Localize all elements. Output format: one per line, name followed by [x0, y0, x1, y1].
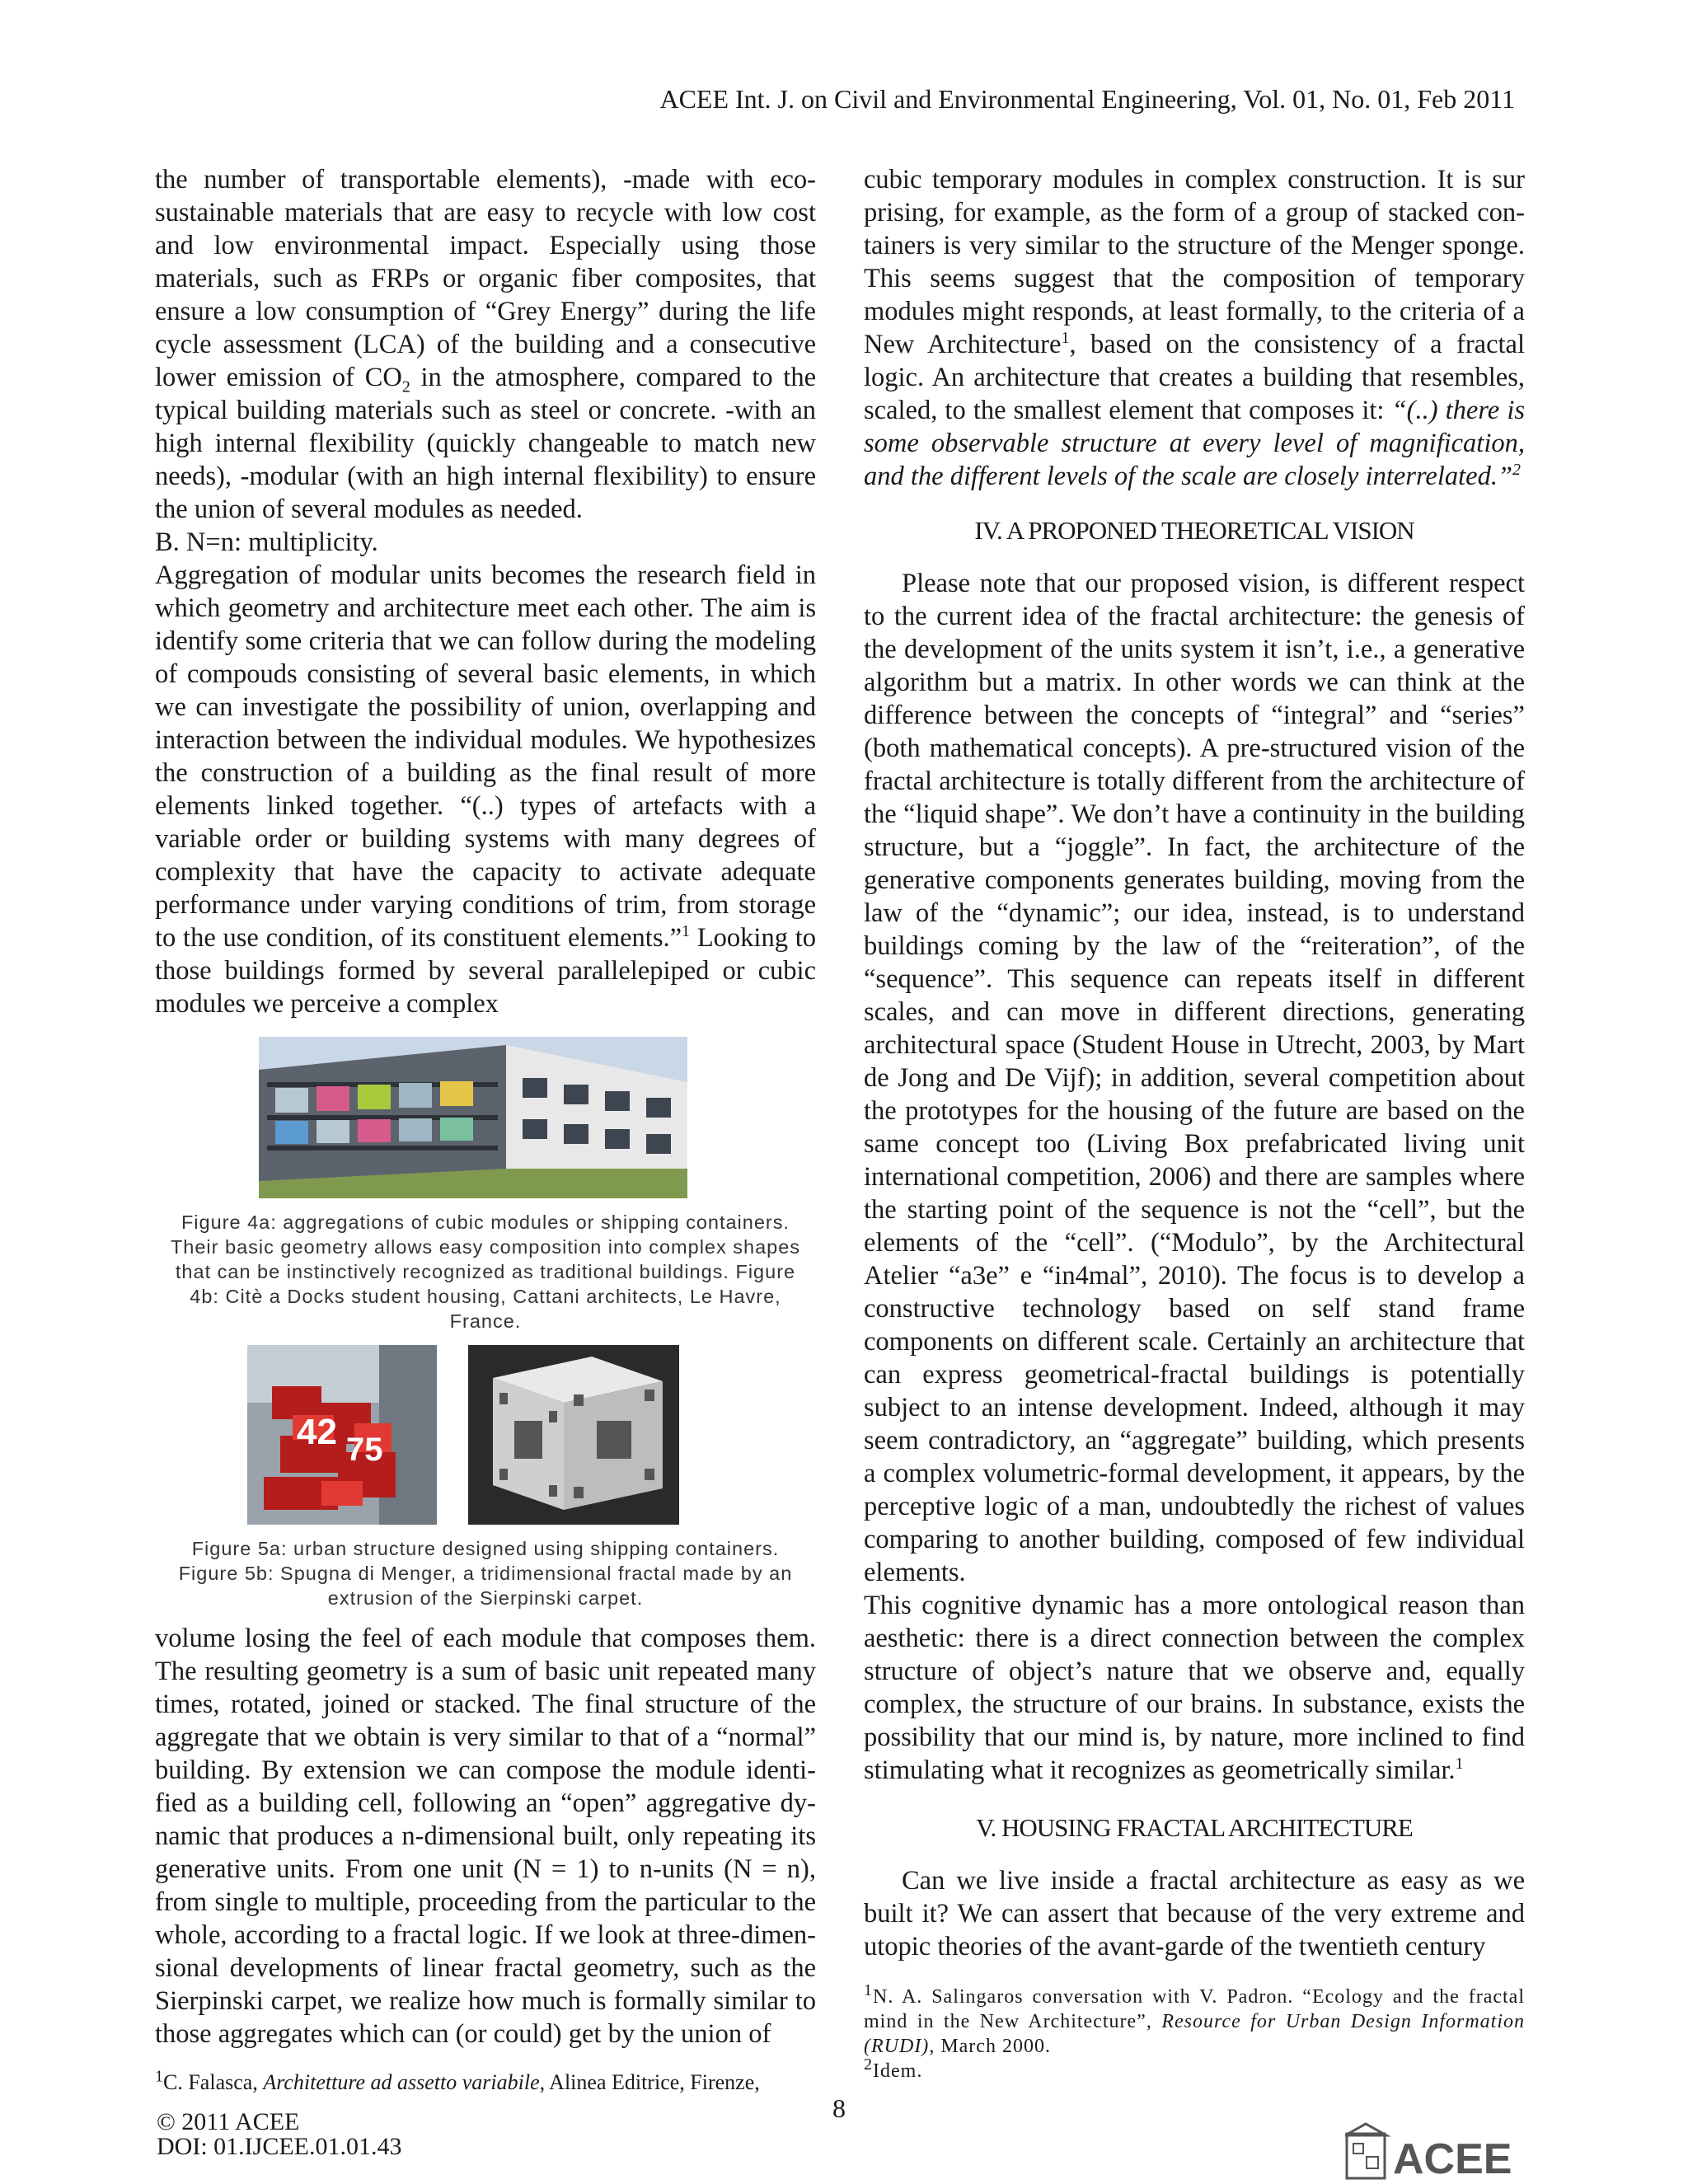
- figure-4-photo: [259, 1037, 687, 1198]
- footnote-right: [864, 1981, 1525, 2083]
- subsection-heading: B. N=n: multiplicity.: [155, 527, 378, 557]
- figure-5-caption: Figure 5a: urban structure designed using shipping containers. Figure 5b: Spugna di Menger, a tridimensional fractal made by an extrusion of the Sierpinski carpet.: [178, 1538, 793, 1609]
- left-column: [155, 163, 816, 2050]
- section-heading-iv: IV. A PROPONED THEORETICAL VISION: [974, 516, 1414, 545]
- footnote-left: $^1$C. Falasca, Architetture ad assetto variabile, Alinea Editrice, Firenze,: [155, 2067, 760, 2094]
- svg-text:ACEE: ACEE: [1393, 2135, 1512, 2180]
- paragraph: volume losing the feel of each module that composes them. The resulting geometry is a sum of basic unit repeated many times, rotated, joined or stacked. The final structure of the aggregate that we obtain is very similar to that of a “normal” building. By extension we can compose the module identi-fied as a building cell, following an “open” aggregative dy-namic that produces a n-dimensional built, only repeating its generative units. From one unit (N = 1) to n-units (N = n), from single to multiple, proceeding from the particular to the whole, according to a fractal logic. If we look at three-dimen-sional developments of linear fractal geometry, such as the Sierpinski carpet, we realize how much is formally similar to those aggregates which can (or could) get by the union of: [155, 1624, 816, 2049]
- paragraph: Aggregation of modular units becomes the research field in which geometry and architecture meet each other. The aim is identify some criteria that we can follow during the modeling of compouds consisting of several basic elements, in which we can investigate the possibility of union, overlapping and interaction between the individual modules. We hypothesizes the construction of a building as the final result of more elements linked together. “(..) types of artefacts with a variable order or building systems with many degrees of complexity that have the capacity to activate adequate performance under varying conditions of trim, from storage to the use condition, of its constituent elements.”$^1$ Looking to those buildings formed by several parallelepiped or cubic modules we perceive a complex: [155, 560, 816, 1019]
- footnote-1: $^1$N. A. Salingaros conversation with V. Padron. “Ecology and the fractal mind in the New Architecture”, Resource for Urban Design Information (RUDI), March 2000.: [864, 1981, 1525, 2057]
- doi: DOI: 01.IJCEE.01.01.43: [157, 2133, 402, 2160]
- paragraph: cubic temporary modules in complex construction. It is sur prising, for example, as the form of a group of stacked con-tainers is very similar to the structure of the Menger sponge. This seems suggest that the composition of temporary modules might responds, at least formally, to the criteria of a New Architecture$^1$, based on the consistency of a fractal logic. An architecture that creates a building that resembles, scaled, to the smallest element that composes it: “(..) there is some observable structure at every level of magnification, and the different levels of the scale are closely interrelated.”$^2$: [864, 165, 1526, 491]
- journal-header: ACEE Int. J. on Civil and Environmental Engineering, Vol. 01, No. 01, Feb 2011: [659, 84, 1515, 114]
- paragraph: the number of transportable elements), -made with eco-sustainable materials that are easy to recycle with low cost and low environmental impact. Especially using those materials, such as FRPs or organic fiber composites, that ensure a low consumption of “Grey Energy” during the life cycle assessment (LCA) of the building and a consecutive lower emission of $CO_2$ in the atmosphere, compared to the typical building materials such as steel or concrete. -with an high internal flexibility (quickly changeable to match new needs), -modular (with an high internal flexibility) to ensure the union of several modules as needed.: [155, 165, 816, 524]
- svg-text:75: 75: [346, 1432, 383, 1468]
- paragraph: This cognitive dynamic has a more ontological reason than aesthetic: there is a direct connection between the complex structure of object’s nature that we observe and, equally complex, the structure of our brains. In substance, exists the possibility that our mind is, by nature, more inclined to find stimulating what it recognizes as geometrically similar.$^1$: [864, 1591, 1525, 1785]
- figure-5: [155, 1345, 816, 1525]
- right-column: [864, 163, 1525, 1963]
- figure-4-caption: Figure 4a: aggregations of cubic modules or shipping containers. Their basic geometry allows easy composition into complex shapes that can be instinctively recognized as traditional buildings. Figure 4b: Citè a Docks student housing, Cattani architects, Le Havre, France.: [170, 1212, 801, 1332]
- footnote-2: $^2$Idem.: [864, 2055, 923, 2082]
- paragraph: Please note that our proposed vision, is different respect to the current idea of the fractal architecture: the genesis of the development of the units system it isn’t, i.e., a generative algorithm but a matrix. In other words we can think at the difference between the concepts of “integral” and “series” (both mathematical concepts). A pre-structured vision of the fractal architecture is totally different from the architecture of the “liquid shape”. We don’t have a continuity in the building structure, but a “joggle”. In fact, the architecture of the generative components generates building, moving from the law of the “dynamic”; our idea, instead, is to understand buildings coming by the law of the “reiteration”, of the “sequence”. This sequence can repeats itself in different scales, and can move in different directions, generating architectural space (Student House in Utrecht, 2003, by Mart de Jong and De Vijf); in addition, several competition about the prototypes for the housing of the future are based on the same concept too (Living Box prefabricated living unit international competition, 2006) and there are samples where the starting point of the sequence is not the “cell”, but the elements of the “cell”. (“Modulo”, by the Architectural Atelier “a3e” e “in4mal”, 2010). The focus is to develop a constructive technology based on self stand frame components on different scale. Certainly an architecture that can express geometrical-fractal buildings is potentially subject to an intense development. Indeed, although it may seem contradictory, an “aggregate” building, which presents a complex volumetric-formal development, it appears, by the perceptive logic of a man, undoubtedly the richest of values comparing to another building, composed of few individual elements.: [864, 569, 1525, 1587]
- copyright-block: [157, 2110, 401, 2159]
- copyright: © 2011 ACEE: [157, 2108, 300, 2135]
- section-heading-v: V. HOUSING FRACTAL ARCHITECTURE: [976, 1813, 1413, 1842]
- acee-logo: [1345, 2122, 1522, 2180]
- paragraph: Can we live inside a fractal architecture as easy as we built it? We can assert that because of the very extreme and utopic theories of the avant-garde of the twentieth century: [864, 1866, 1525, 1961]
- figure-4: [155, 1037, 816, 1198]
- figure-5b-menger-sponge: [468, 1345, 679, 1525]
- page-number: 8: [832, 2093, 846, 2123]
- svg-text:42: 42: [297, 1412, 337, 1452]
- figure-5a-photo: [247, 1345, 437, 1525]
